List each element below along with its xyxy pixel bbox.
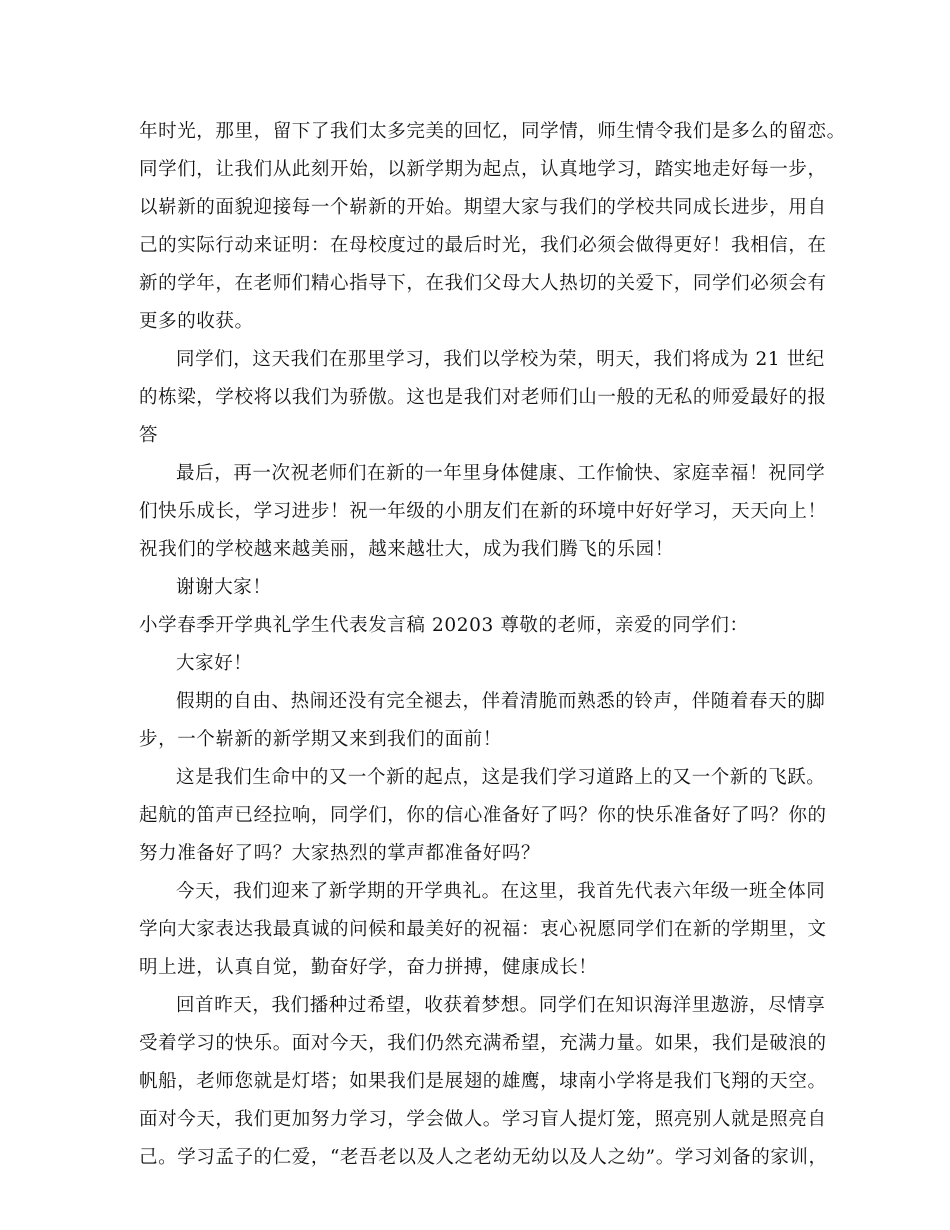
text-line: 步，一个崭新的新学期又来到我们的面前！: [139, 729, 502, 750]
text-line: 年时光，那里，留下了我们太多完美的回忆，同学情，师生情令我们是多么的留恋。: [139, 121, 846, 142]
document-body: [139, 113, 846, 1177]
text-line: 的栋梁，学校将以我们为骄傲。这也是我们对老师们山一般的无私的师爱最好的报: [139, 387, 827, 408]
text-line: 己的实际行动来证明：在母校度过的最后时光，我们必须会做得更好！我相信，在: [139, 235, 827, 256]
text-line: 假期的自由、热闹还没有完全褪去，伴着清脆而熟悉的铃声，伴随着春天的脚: [176, 691, 826, 712]
text-line: 以崭新的面貌迎接每一个崭新的开始。期望大家与我们的学校共同成长进步，用自: [139, 197, 827, 218]
text-line: 同学们，让我们从此刻开始，以新学期为起点，认真地学习，踏实地走好每一步，: [139, 159, 827, 180]
text-line: 大家好！: [176, 653, 253, 674]
text-line: 回首昨天，我们播种过希望，收获着梦想。同学们在知识海洋里遨游，尽情享: [176, 995, 826, 1016]
text-line: 最后，再一次祝老师们在新的一年里身体健康、工作愉快、家庭幸福！祝同学: [176, 463, 826, 484]
text-line: 学向大家表达我最真诚的问候和最美好的祝福：衷心祝愿同学们在新的学期里，文: [139, 919, 827, 940]
text-line: 面对今天，我们更加努力学习，学会做人。学习盲人提灯笼，照亮别人就是照亮自: [139, 1109, 827, 1130]
text-line: 努力准备好了吗？大家热烈的掌声都准备好吗？: [139, 843, 541, 864]
text-line: 更多的收获。: [139, 311, 254, 332]
text-line: 起航的笛声已经拉响，同学们，你的信心准备好了吗？你的快乐准备好了吗？你的: [139, 805, 827, 826]
text-line: 今天，我们迎来了新学期的开学典礼。在这里，我首先代表六年级一班全体同: [176, 881, 826, 902]
text-line: 同学们，这天我们在那里学习，我们以学校为荣，明天，我们将成为 21 世纪: [176, 349, 825, 370]
text-line: 这是我们生命中的又一个新的起点，这是我们学习道路上的又一个新的飞跃。: [176, 767, 826, 788]
text-line: 们快乐成长，学习进步！祝一年级的小朋友们在新的环境中好好学习，天天向上！: [139, 501, 827, 522]
text-line: 谢谢大家！: [176, 577, 272, 598]
text-line: 帆船，老师您就是灯塔；如果我们是展翅的雄鹰，埭南小学将是我们飞翔的天空。: [139, 1071, 827, 1092]
text-line: 明上进，认真自觉，勤奋好学，奋力拼搏，健康成长！: [139, 957, 598, 978]
text-line: 小学春季开学典礼学生代表发言稿 20203 尊敬的老师，亲爱的同学们：: [139, 615, 749, 636]
text-line: 祝我们的学校越来越美丽，越来越壮大，成为我们腾飞的乐园！: [139, 539, 674, 560]
text-line: 己。学习孟子的仁爱，“老吾老以及人之老幼无幼以及人之幼”。学习刘备的家训，: [139, 1147, 828, 1168]
text-line: 答: [139, 425, 159, 446]
text-line: 受着学习的快乐。面对今天，我们仍然充满希望，充满力量。如果，我们是破浪的: [139, 1033, 827, 1054]
text-line: 新的学年，在老师们精心指导下，在我们父母大人热切的关爱下，同学们必须会有: [139, 273, 827, 294]
